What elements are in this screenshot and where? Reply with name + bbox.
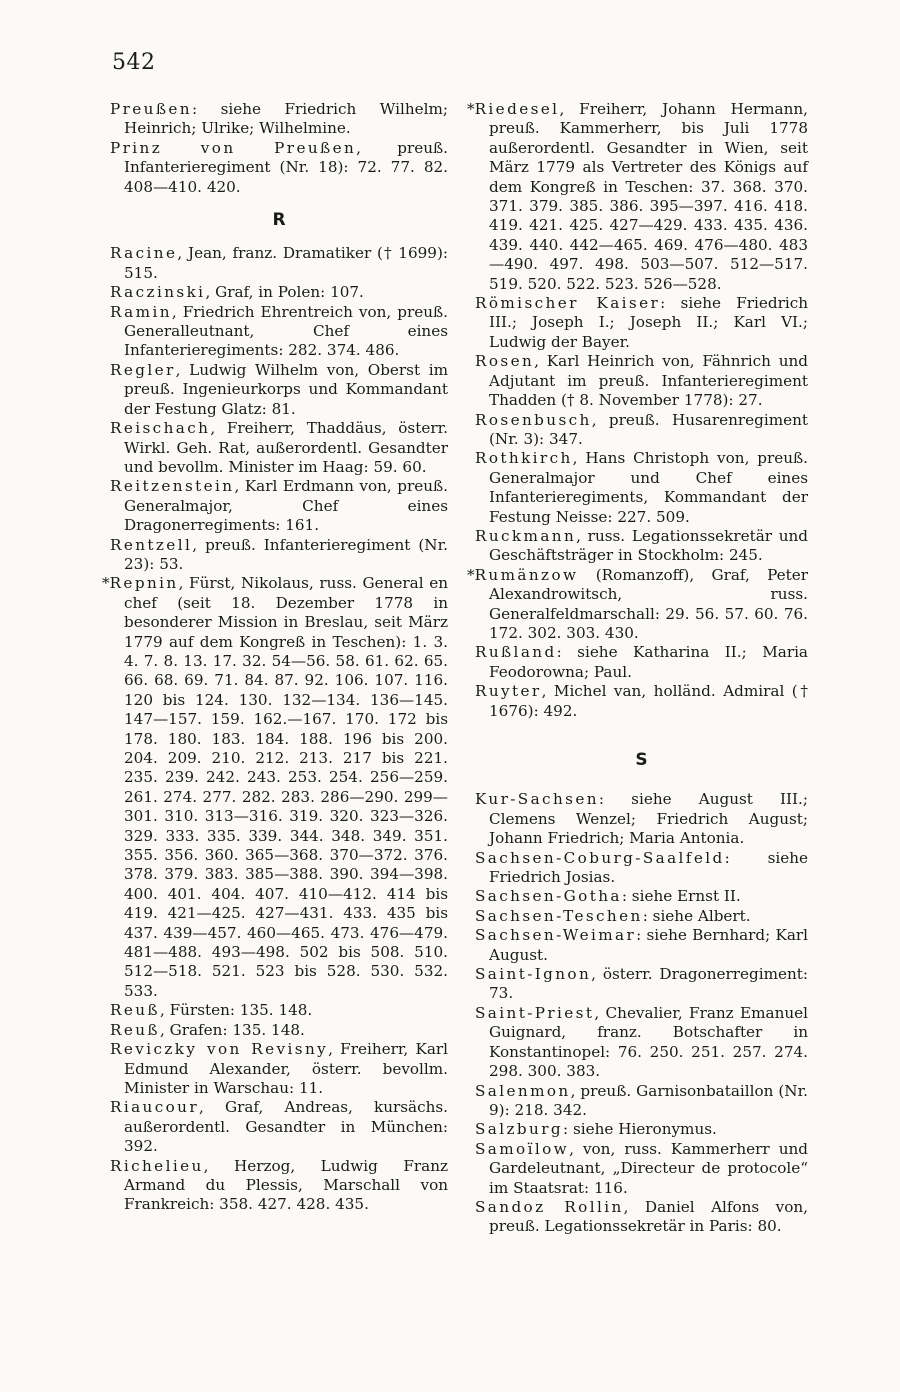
index-entry — [110, 1021, 448, 1040]
entry-headword: Richelieu — [110, 1156, 204, 1175]
entry-headword: Ruckmann — [475, 526, 577, 545]
entry-headword: Rothkirch — [475, 449, 573, 468]
entry-headword: Rentzell — [110, 535, 193, 554]
index-entry — [475, 294, 808, 352]
page-number: 542 — [112, 50, 156, 75]
entry-text: , Freiherr, Karl Edmund Alexander, österr. bevollm. Minister in Warschau: 11. — [124, 1040, 449, 1097]
entry-text: , Herzog, Ludwig Franz Armand du Plessis, Marschall von Frankreich: 358. 427. 428. 435. — [124, 1156, 448, 1214]
index-entry — [110, 244, 448, 283]
index-entry — [110, 1001, 448, 1020]
entry-text: , preuß. Infanterieregiment (Nr. 23): 53. — [124, 535, 448, 573]
index-column-left — [102, 100, 449, 1215]
index-entry — [110, 1040, 448, 1098]
entry-headword: Preußen — [110, 100, 192, 118]
section-letter: S — [635, 750, 648, 770]
entry-headword: Sachsen-Weimar — [475, 926, 637, 945]
index-entry — [475, 1082, 808, 1121]
entry-headword: Rußland — [475, 643, 557, 662]
asterisk-marker: * — [467, 565, 475, 584]
entry-text: , Fürsten: 135. 148. — [159, 1001, 313, 1020]
entry-headword: Ruyter — [475, 682, 542, 701]
index-entry — [475, 682, 808, 721]
entry-text: : siehe Bernhard; Karl August. — [489, 926, 808, 964]
entry-headword: Salenmon — [475, 1081, 571, 1100]
index-entry — [102, 574, 448, 1001]
entry-text: , Graf, in Polen: 107. — [205, 283, 364, 302]
index-entry — [475, 1120, 808, 1139]
entry-headword: Ramin — [110, 302, 172, 321]
entry-text: , russ. Legationssekretär und Geschäftsträger in Stockholm: 245. — [489, 526, 808, 565]
index-entry — [475, 1198, 808, 1237]
entry-text: : siehe August III.; Clemens Wenzel; Friedrich August; Johann Friedrich; Maria Antonia. — [489, 790, 808, 848]
entry-text: : siehe Friedrich III.; Joseph I.; Joseph II.; Karl VI.; Ludwig der Bayer. — [489, 294, 809, 351]
index-entry — [475, 790, 808, 848]
entry-text: , preuß. Husarenregiment (Nr. 3): 347. — [489, 410, 808, 448]
entry-text: , Karl Heinrich von, Fähnrich und Adjutant im preuß. Infanterieregiment Thadden († 8. November 1778): 27. — [489, 352, 808, 410]
index-entry — [467, 100, 808, 294]
index-entry — [475, 887, 808, 906]
index-entry — [110, 283, 448, 302]
asterisk-marker: * — [467, 100, 475, 118]
entry-headword: Sachsen-Teschen — [475, 906, 643, 925]
entry-text: , Fürst, Nikolaus, russ. General en chef (seit 18. Dezember 1778 in besonderer Mission in Breslau, seit März 1779 auf dem Kongreß in Teschen): 1. 3. 4. 7. 8. 13. 17. 32. 54—56. 58. 61. 62. 65. 66. 68. 69. 71. 84. 87. 92. 106. 107. 116. 120 bis 124. 130. 132—134. 136—145. 147—157. 159. 162.—167. 170. 172 bis 178. 180. 183. 184. 188. 196 bis 200. 204. 209. 210. 212. 213. 217 bis 221. 235. 239. 242. 243. 253. 254. 256—259. 261. 274. 277. 282. 283. 286—290. 299—301. 310. 313—316. 319. 320. 323—326. 329. 333. 335. 339. 344. 348. 349. 351. 355. 356. 360. 365—368. 370—372. 376. 378. 379. 383. 385—388. 390. 394—398. 400. 401. 404. 407. 410—412. 414 bis 419. 421—425. 427—431. 433. 435 bis 437. 439—457. 460—465. 473. 476—479. 481—488. 493—498. 502 bis 508. 510. 512—518. 521. 523 bis 528. 530. 532. 533. — [124, 574, 448, 1000]
entry-text: , preuß. Infanterieregiment (Nr. 18): 72. 77. 82. 408—410. 420. — [124, 138, 448, 196]
entry-headword: Römischer Kaiser — [475, 294, 661, 313]
entry-text: : siehe Friedrich Wilhelm; Heinrich; Ulrike; Wilhelmine. — [124, 100, 448, 138]
entry-text: , preuß. Garnisonbataillon (Nr. 9): 218. 342. — [489, 1081, 808, 1119]
index-entry — [110, 477, 448, 535]
index-entry — [110, 139, 448, 197]
entry-headword: Rosenbusch — [475, 410, 592, 429]
entry-text: , Michel van, holländ. Admiral († 1676): 492. — [489, 682, 808, 720]
entry-headword: Reviczky von Revisny — [110, 1040, 329, 1059]
entry-headword: Rosen — [475, 352, 535, 371]
entry-text: , Chevalier, Franz Emanuel Guignard, franz. Botschafter in Konstantinopel: 76. 250. 251. 257. 274. 298. 300. 383. — [489, 1003, 808, 1081]
entry-text: , Graf, Andreas, kursächs. außerordentl. Gesandter in München: 392. — [124, 1098, 448, 1156]
entry-headword: Salzburg — [475, 1120, 564, 1139]
entry-headword: Saint-Priest — [475, 1003, 595, 1022]
index-entry — [475, 965, 808, 1004]
index-entry — [475, 527, 808, 566]
index-entry — [110, 361, 448, 419]
entry-headword: Sachsen-Coburg-Saalfeld — [475, 848, 725, 867]
entry-headword: Riaucour — [110, 1098, 200, 1117]
entry-headword: Samoïlow — [475, 1139, 570, 1158]
entry-headword: Rumänzow — [474, 565, 579, 584]
index-entry — [475, 926, 808, 965]
entry-headword: Racine — [110, 244, 178, 263]
index-entry — [475, 1004, 808, 1082]
index-entry — [110, 303, 448, 361]
index-entry — [475, 849, 808, 888]
entry-headword: Riedesel — [474, 100, 560, 118]
index-entry — [467, 565, 808, 644]
index-entry — [110, 536, 448, 575]
entry-text: : siehe Friedrich Josias. — [489, 848, 808, 887]
index-entry — [110, 1098, 448, 1156]
entry-headword: Prinz von Preußen — [110, 138, 357, 157]
entry-text: , Ludwig Wilhelm von, Oberst im preuß. Ingenieurkorps und Kommandant der Festung Glatz: 81. — [124, 360, 448, 418]
entry-text: , österr. Dragonerregiment: 73. — [489, 965, 808, 1003]
entry-headword: Raczinski — [110, 283, 206, 302]
asterisk-marker: * — [102, 574, 110, 593]
entry-text: , Friedrich Ehrentreich von, preuß. Generalleutnant, Chef eines Infanterieregiments: 282. 374. 486. — [124, 302, 448, 360]
entry-headword: Reuß — [110, 1001, 160, 1020]
entry-text: , Hans Christoph von, preuß. Generalmajor und Chef eines Infanterieregiments, Kommandant der Festung Neisse: 227. 509. — [489, 449, 808, 526]
index-entry — [475, 1140, 808, 1198]
entry-text: , Daniel Alfons von, preuß. Legationssekretär in Paris: 80. — [489, 1197, 808, 1236]
index-entry — [475, 411, 808, 450]
entry-headword: Sandoz Rollin — [475, 1197, 624, 1216]
entry-headword: Sachsen-Gotha — [475, 887, 622, 906]
entry-text: , Freiherr, Thaddäus, österr. Wirkl. Geh. Rat, außerordentl. Gesandter und bevollm. Minister im Haag: 59. 60. — [124, 419, 448, 476]
entry-headword: Repnin — [109, 574, 179, 593]
entry-headword: Saint-Ignon — [475, 965, 592, 984]
entry-headword: Reuß — [110, 1020, 160, 1039]
entry-text: : siehe Albert. — [642, 906, 751, 925]
entry-text: , von, russ. Kammerherr und Gardeleutnant, „Directeur de protocole“ im Staatsrat: 116. — [489, 1139, 808, 1197]
index-entry — [475, 352, 808, 410]
entry-headword: Reischach — [110, 419, 211, 438]
entry-text: , Karl Erdmann von, preuß. Generalmajor, Chef eines Dragonerregiments: 161. — [124, 477, 448, 535]
index-entry — [110, 419, 448, 477]
entry-text: , Jean, franz. Dramatiker († 1699): 515. — [124, 244, 448, 282]
entry-text: : siehe Ernst II. — [621, 887, 741, 906]
entry-text: , Freiherr, Johann Hermann, preuß. Kammerherr, bis Juli 1778 außerordentl. Gesandter in Wien, seit März 1779 als Vertreter des Königs auf dem Kongreß in Teschen: 37. 368. 370. 371. 379. 385. 386. 395—397. 416. 418. 419. 421. 425. 427—429. 433. 435. 436. 439. 440. 442—465. 469. 476—480. 483—490. 497. 498. 503—507. 512—517. 519. 520. 522. 523. 526—528. — [489, 100, 808, 293]
index-entry — [110, 1157, 448, 1215]
entry-headword: Regler — [110, 360, 176, 379]
index-column-right — [467, 100, 809, 1237]
index-entry — [475, 907, 808, 926]
entry-headword: Kur-Sachsen — [475, 790, 599, 809]
entry-text: , Grafen: 135. 148. — [159, 1020, 305, 1039]
entry-text: : siehe Hieronymus. — [563, 1120, 717, 1139]
entry-text: (Romanzoff), Graf, Peter Alexandrowitsch, russ. Generalfeldmarschall: 29. 56. 57. 60. 76. 172. 302. 303. 430. — [489, 565, 808, 642]
entry-headword: Reitzenstein — [110, 477, 235, 496]
index-entry — [110, 100, 448, 139]
section-letter: R — [272, 210, 286, 231]
entry-text: : siehe Katharina II.; Maria Feodorowna; Paul. — [489, 643, 808, 681]
index-entry — [475, 449, 808, 527]
index-entry — [475, 643, 808, 682]
